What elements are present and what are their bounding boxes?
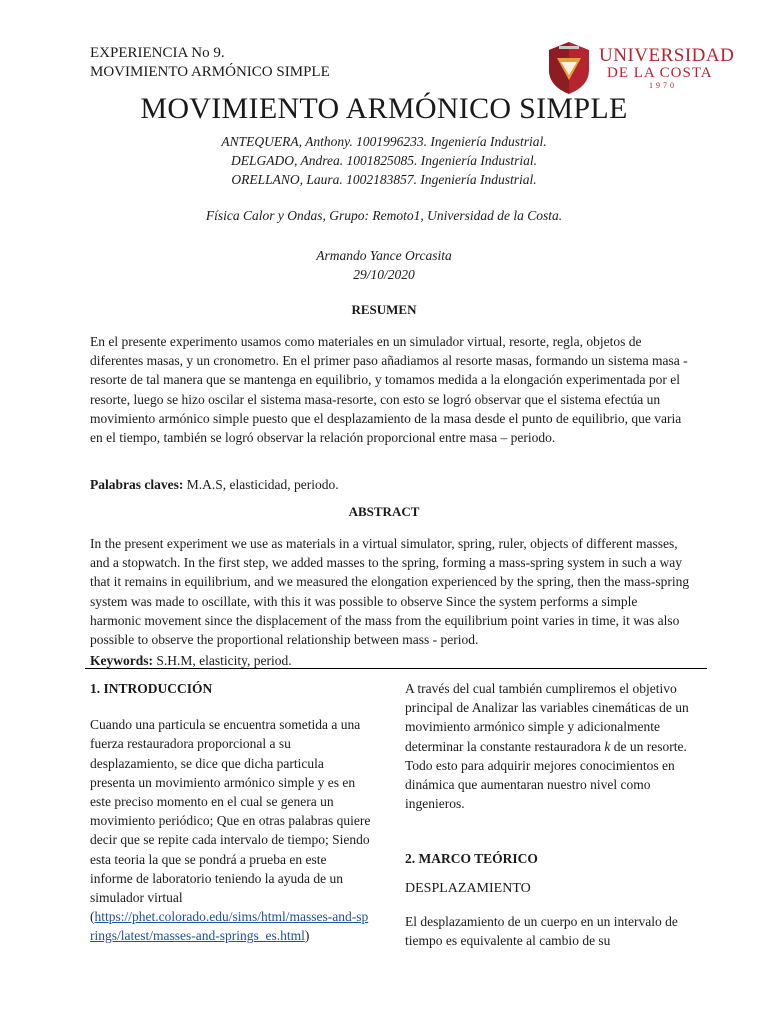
intro-heading: 1. INTRODUCCIÓN <box>90 681 213 696</box>
logo-line-year: 1970 <box>649 81 677 90</box>
university-logo <box>543 40 735 98</box>
objective-text <box>405 679 705 813</box>
paper-title: MOVIMIENTO ARMÓNICO SIMPLE <box>140 92 628 125</box>
abstract-text: In the present experiment we use as materials in a virtual simulator, spring, ruler, objects of different masses, and a stopwatch. In the first step, we added masses to the spring, forming a mass-spring system in such a way that it remains in equilibrium, and we measured the elongation experienced by the spring, then the mass-spring system was made to oscillate, with this it was possible to observe Since the system performs a simple harmonic movement since the displacement of the mass from the equilibrium point varies in time, it was also possible to observe the proportional relationship between mass - period. <box>90 536 690 648</box>
resumen-heading: RESUMEN <box>351 302 417 317</box>
right-column <box>405 679 705 950</box>
abstract-heading: ABSTRACT <box>348 504 420 519</box>
keywords-value: S.H.M, elasticity, period. <box>156 653 292 668</box>
teacher-name: Armando Yance Orcasita <box>316 248 452 263</box>
intro-text: Cuando una particula se encuentra sometida a una fuerza restauradora proporcional a su desplazamiento, se dice que dicha particula presenta un movimiento armónico simple y es en este preciso momento en el cual se genera un movimiento periódico; Que en otras palabras quiere decir que se repite cada intervalo de tiempo; Siendo esta teoria la que se pondrá a prueba en este informe de laboratorio teniendo la ayuda de un simulador virtual <box>90 717 371 906</box>
author-line: ORELLANO, Laura. 1002183857. Ingeniería Industrial. <box>231 172 537 187</box>
author-line: ANTEQUERA, Anthony. 1001996233. Ingeniería Industrial. <box>221 134 547 149</box>
simulator-link-wrapper <box>90 907 372 945</box>
teacher-block <box>0 246 768 284</box>
report-date: 29/10/2020 <box>353 267 415 282</box>
experiment-number: EXPERIENCIA No 9. <box>90 45 225 61</box>
palabras-claves-value: M.A.S, elasticidad, periodo. <box>186 477 339 492</box>
palabras-claves <box>90 475 690 494</box>
marco-teorico-heading: 2. MARCO TEÓRICO <box>405 851 538 867</box>
experiment-header <box>90 44 330 82</box>
simulator-link[interactable]: https://phet.colorado.edu/sims/html/masses-and-springs/latest/masses-and-springs_es.html <box>90 909 369 944</box>
author-list <box>0 132 768 189</box>
university-wordmark <box>599 46 734 91</box>
desplazamiento-text: El desplazamiento de un cuerpo en un intervalo de tiempo es equivalente al cambio de su <box>405 913 678 949</box>
left-column <box>90 679 372 946</box>
desplazamiento-heading: DESPLAZAMIENTO <box>405 880 531 896</box>
logo-line-universidad: UNIVERSIDAD <box>599 45 735 66</box>
logo-line-de-la-costa: DE LA COSTA <box>607 65 713 81</box>
spring-constant-symbol: k <box>604 738 611 754</box>
author-line: DELGADO, Andrea. 1001825085. Ingeniería Industrial. <box>231 153 537 168</box>
resumen-text: En el presente experimento usamos como materiales en un simulador virtual, resorte, regla, objetos de diferentes masas, y un cronometro. En el primer paso añadiamos al resorte masas, formando un sistema masa -resorte de tal manera que se mantenga en equilibrio, y tomamos medida a la elongación experimentada por el resorte, luego se hizo oscilar el sistema masa-resorte, con esto se logró observar que el sistema efectúa un movimiento armónico simple puesto que el desplazamiento de la masa desde el punto de equilibrio, que varia en el tiempo, también se logró observar la relación proporcional entre masa – periodo. <box>90 334 688 446</box>
link-paren-open: ( <box>90 909 95 925</box>
objective-text-part2: de un resorte. Todo esto para adquirir mejores conocimientos en dinámica que aumentaran nuestro nivel como ingenieros. <box>405 738 687 812</box>
section-divider <box>85 668 707 669</box>
university-shield-icon <box>543 40 595 96</box>
palabras-claves-label: Palabras claves: <box>90 477 184 492</box>
experiment-name: MOVIMIENTO ARMÓNICO SIMPLE <box>90 64 330 80</box>
objective-text-part1: A través del cual también cumpliremos el objetivo principal de Analizar las variables cinemáticas de un movimiento armónico simple y adicionalmente determinar la constante restauradora <box>405 681 689 754</box>
course-info: Física Calor y Ondas, Grupo: Remoto1, Universidad de la Costa. <box>205 208 563 223</box>
link-paren-close: ) <box>304 928 310 944</box>
keywords-label: Keywords: <box>90 653 153 668</box>
